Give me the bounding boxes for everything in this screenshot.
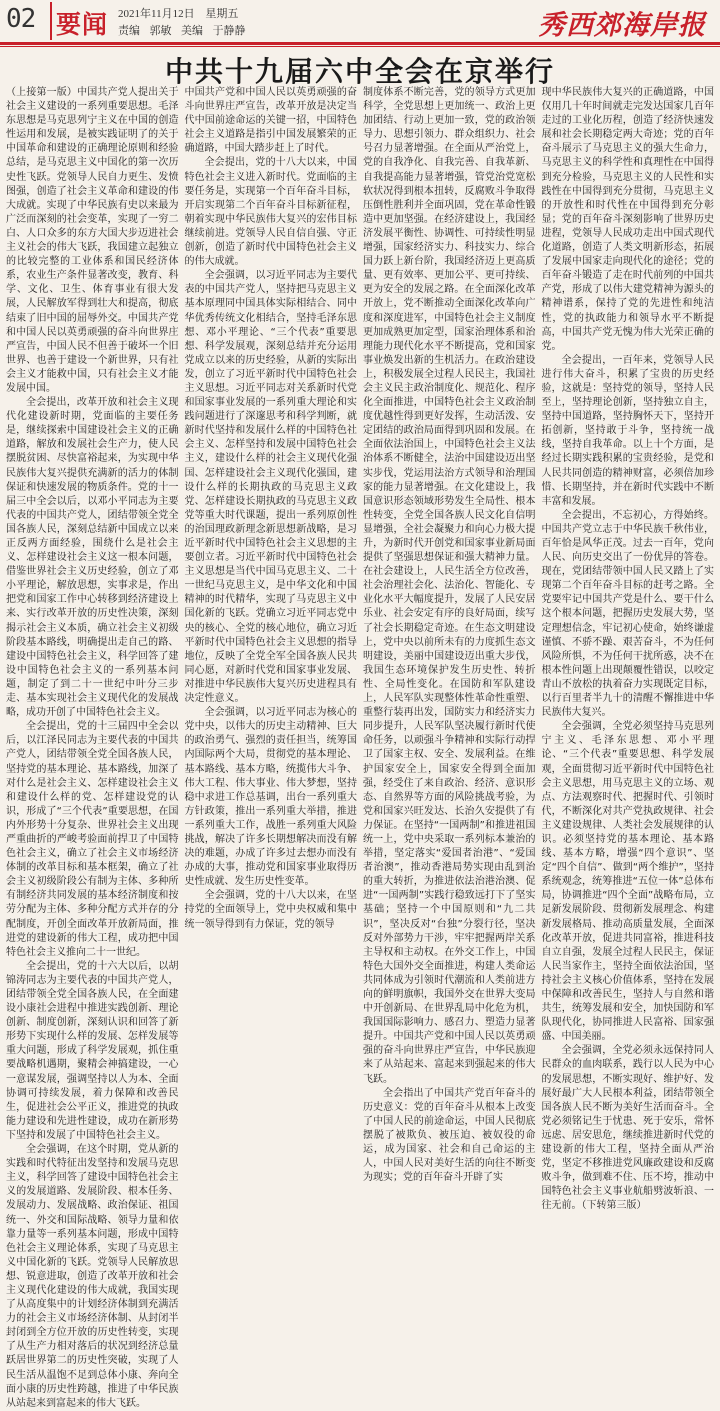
designer-label: 美编 bbox=[181, 24, 203, 37]
article-paragraph: 全会提出，党的十三届四中全会以后，以江泽民同志为主要代表的中国共产党人，团结带领全党全国各族人民，坚持党的基本理论、基本路线，加深了对什么是社会主义、怎样建设社会主义和建设什么样的党、怎样建设党的认识，形成了“三个代表”重要思想，在国内外形势十分复杂、世界社会主义出现严重曲折的严峻考验面前捍卫了中国特色社会主义，确立了社会主义市场经济体制的改革目标和基本框架，确立了社会主义初级阶段公有制为主体、多种所有制经济共同发展的基本经济制度和按劳分配为主体、多种分配方式并存的分配制度，开创全面改革开放新局面，推进党的建设新的伟大工程，成功把中国特色社会主义推向二十一世纪。 bbox=[6, 721, 179, 958]
masthead-rule bbox=[0, 42, 720, 45]
article-paragraph: 全会强调，全党必须坚持马克思列宁主义、毛泽东思想、邓小平理论、“三个代表”重要思想、科学发展观，全面贯彻习近平新时代中国特色社会主义思想，用马克思主义的立场、观点、方法观察时代、把握时代、引领时代，不断深化对共产党执政规律、社会主义建设规律、人类社会发展规律的认识。必须坚持党的基本理论、基本路线、基本方略，增强“四个意识”、坚定“四个自信”、做到“两个维护”，坚持系统观念，统筹推进“五位一体”总体布局，协调推进“四个全面”战略布局，立足新发展阶段、贯彻新发展理念、构建新发展格局、推动高质量发展，全面深化改革开放，促进共同富裕，推进科技自立自强，发展全过程人民民主，保证人民当家作主，坚持全面依法治国，坚持社会主义核心价值体系，坚持在发展中保障和改善民生，坚持人与自然和谐共生，统筹发展和安全，加快国防和军队现代化，协同推进人民富裕、国家强盛、中国美丽。 bbox=[541, 721, 714, 1043]
article-paragraph: 全会提出，改革开放和社会主义现代化建设新时期，党面临的主要任务是，继续探索中国建设社会主义的正确道路，解放和发展社会生产力，使人民摆脱贫困、尽快富裕起来，为实现中华民族伟大复兴提供充满新的活力的体制保证和快速发展的物质条件。党的十一届三中全会以后，以邓小平同志为主要代表的中国共产党人，团结带领全党全国各族人民，深刻总结新中国成立以来正反两方面经验，围绕什么是社会主义、怎样建设社会主义这一根本问题，借鉴世界社会主义历史经验，创立了邓小平理论，解放思想，实事求是，作出把党和国家工作中心转移到经济建设上来、实行改革开放的历史性决策，深刻揭示社会主义本质，确立社会主义初级阶段基本路线，明确提出走自己的路、建设中国特色社会主义，科学回答了建设中国特色社会主义的一系列基本问题，制定了到二十一世纪中叶分三步走、基本实现社会主义现代化的发展战略，成功开创了中国特色社会主义。 bbox=[6, 397, 179, 719]
page-number: 02 bbox=[6, 4, 36, 34]
article-paragraph: 全会强调，全党必须永远保持同人民群众的血肉联系，践行以人民为中心的发展思想，不断实现好、维护好、发展好最广大人民根本利益，团结带领全国各族人民不断为美好生活而奋斗。全党必须铭记生于忧患、死于安乐，常怀远虑、居安思危，继续推进新时代党的建设新的伟大工程，坚持全面从严治党，坚定不移推进党风廉政建设和反腐败斗争，做到难不住、压不垮，推动中国特色社会主义事业航船劈波斩浪、一往无前。（下转第三版） bbox=[541, 1045, 714, 1212]
article-paragraph: 全会强调，以习近平同志为核心的党中央，以伟大的历史主动精神、巨大的政治勇气、强烈的责任担当，统筹国内国际两个大局，贯彻党的基本理论、基本路线、基本方略，统揽伟大斗争、伟大工程、伟大事业、伟大梦想，坚持稳中求进工作总基调，出台一系列重大方针政策，推出一系列重大举措，推进一系列重大工作，战胜一系列重大风险挑战，解决了许多长期想解决而没有解决的难题，办成了许多过去想办而没有办成的大事，推动党和国家事业取得历史性成就、发生历史性变革。 bbox=[184, 707, 357, 888]
article-paragraph: 制度体系不断完善，党的领导方式更加科学，全党思想上更加统一、政治上更加团结、行动上更加一致，党的政治领导力、思想引领力、群众组织力、社会号召力显著增强。在全面从严治党上，党的自我净化、自我完善、自我革新、自我提高能力显著增强，管党治党宽松软状况得到根本扭转，反腐败斗争取得压倒性胜利并全面巩固，党在革命性锻造中更加坚强。在经济建设上，我国经济发展平衡性、协调性、可持续性明显增强，国家经济实力、科技实力、综合国力跃上新台阶，我国经济迈上更高质量、更有效率、更加公平、更可持续、更为安全的发展之路。在全面深化改革开放上，党不断推动全面深化改革向广度和深度进军，中国特色社会主义制度更加成熟更加定型，国家治理体系和治理能力现代化水平不断提高，党和国家事业焕发出新的生机活力。在政治建设上，积极发展全过程人民民主，我国社会主义民主政治制度化、规范化、程序化全面推进，中国特色社会主义政治制度优越性得到更好发挥，生动活泼、安定团结的政治局面得到巩固和发展。在全面依法治国上，中国特色社会主义法治体系不断健全，法治中国建设迈出坚实步伐，党运用法治方式领导和治理国家的能力显著增强。在文化建设上，我国意识形态领域形势发生全局性、根本性转变，全党全国各族人民文化自信明显增强，全社会凝聚力和向心力极大提升，为新时代开创党和国家事业新局面提供了坚强思想保证和强大精神力量。在社会建设上，人民生活全方位改善，社会治理社会化、法治化、智能化、专业化水平大幅度提升，发展了人民安居乐业、社会安定有序的良好局面，续写了社会长期稳定奇迹。在生态文明建设上，党中央以前所未有的力度抓生态文明建设，美丽中国建设迈出重大步伐，我国生态环境保护发生历史性、转折性、全局性变化。在国防和军队建设上，人民军队实现整体性革命性重塑、重整行装再出发，国防实力和经济实力同步提升，人民军队坚决履行新时代使命任务，以顽强斗争精神和实际行动捍卫了国家主权、安全、发展利益。在维护国家安全上，国家安全得到全面加强，经受住了来自政治、经济、意识形态、自然界等方面的风险挑战考验，为党和国家兴旺发达、长治久安提供了有力保证。在坚持“一国两制”和推进祖国统一上，党中央采取一系列标本兼治的举措，坚定落实“爱国者治港”、“爱国者治澳”，推动香港局势实现由乱到治的重大转折，为推进依法治港治澳、促进“一国两制”实践行稳致远打下了坚实基础；坚持一个中国原则和“九二共识”，坚决反对“台独”分裂行径，坚决反对外部势力干涉，牢牢把握两岸关系主导权和主动权。在外交工作上，中国特色大国外交全面推进，构建人类命运共同体成为引领时代潮流和人类前进方向的鲜明旗帜，我国外交在世界大变局中开创新局、在世界乱局中化危为机，我国国际影响力、感召力、塑造力显著提升。中国共产党和中国人民以英勇顽强的奋斗向世界庄严宣告，中华民族迎来了从站起来、富起来到强起来的伟大飞跃。 bbox=[363, 87, 536, 1085]
designer-name: 于静静 bbox=[212, 24, 246, 37]
issue-date: 2021年11月12日 bbox=[118, 8, 195, 20]
issue-weekday: 星期五 bbox=[205, 8, 239, 20]
article-paragraph: 全会强调，党的十八大以来，在坚持党的全面领导上，党中央权威和集中统一领导得到有力保证，党的领导 bbox=[184, 890, 357, 930]
article-headline: 中共十九届六中全会在京举行 bbox=[164, 55, 555, 88]
article-paragraph: 全会提出，党的十八大以来，中国特色社会主义进入新时代。党面临的主要任务是，实现第一个百年奋斗目标，开启实现第二个百年奋斗目标新征程，朝着实现中华民族伟大复兴的宏伟目标继续前进。党领导人民自信自强、守正创新，创造了新时代中国特色社会主义的伟大成就。 bbox=[184, 157, 357, 268]
article-paragraph: 全会提出，党的十六大以后，以胡锦涛同志为主要代表的中国共产党人，团结带领全党全国各族人民，在全面建设小康社会进程中推进实践创新、理论创新、制度创新，深刻认识和回答了新形势下实现什么样的发展、怎样发展等重大问题，形成了科学发展观，抓住重要战略机遇期，聚精会神搞建设，一心一意谋发展，强调坚持以人为本、全面协调可持续发展，着力保障和改善民生，促进社会公平正义，推进党的执政能力建设和先进性建设，成功在新形势下坚持和发展了中国特色社会主义。 bbox=[6, 960, 179, 1141]
newspaper-logo: 秀西郊海岸报 bbox=[538, 10, 706, 41]
masthead-rule-thin bbox=[0, 46, 720, 47]
article-paragraph: （上接第一版）中国共产党人提出关于社会主义建设的一系列重要思想。毛泽东思想是马克思列宁主义在中国的创造性运用和发展，是被实践证明了的关于中国革命和建设的正确理论原则和经验总结，是马克思主义中国化的第一次历史性飞跃。党领导人民自力更生、发愤图强，创造了社会主义革命和建设的伟大成就。实现了中华民族有史以来最为广泛而深刻的社会变革，实现了一穷二白、人口众多的东方大国大步迈进社会主义社会的伟大飞跃，我国建立起独立的比较完整的工业体系和国民经济体系，农业生产条件显著改变，教育、科学、文化、卫生、体育事业有很大发展，人民解放军得到壮大和提高，彻底结束了旧中国的屈辱外交。中国共产党和中国人民以英勇顽强的奋斗向世界庄严宣告，中国人民不但善于破坏一个旧世界、也善于建设一个新世界，只有社会主义才能救中国，只有社会主义才能发展中国。 bbox=[6, 87, 179, 394]
article-paragraph: 全会强调，以习近平同志为主要代表的中国共产党人，坚持把马克思主义基本原理同中国具体实际相结合、同中华优秀传统文化相结合，坚持毛泽东思想、邓小平理论、“三个代表”重要思想、科学发展观，深刻总结并充分运用党成立以来的历史经验，从新的实际出发，创立了习近平新时代中国特色社会主义思想。习近平同志对关系新时代党和国家事业发展的一系列重大理论和实践问题进行了深邃思考和科学判断，就新时代坚持和发展什么样的中国特色社会主义、怎样坚持和发展中国特色社会主义，建设什么样的社会主义现代化强国、怎样建设社会主义现代化强国，建设什么样的长期执政的马克思主义政党、怎样建设长期执政的马克思主义政党等重大时代课题，提出一系列原创性的治国理政新理念新思想新战略，是习近平新时代中国特色社会主义思想的主要创立者。习近平新时代中国特色社会主义思想是当代中国马克思主义、二十一世纪马克思主义，是中华文化和中国精神的时代精华，实现了马克思主义中国化新的飞跃。党确立习近平同志党中央的核心、全党的核心地位，确立习近平新时代中国特色社会主义思想的指导地位，反映了全党全军全国各族人民共同心愿，对新时代党和国家事业发展、对推进中华民族伟大复兴历史进程具有决定性意义。 bbox=[184, 270, 357, 705]
article-paragraph: 现中华民族伟大复兴的正确道路，中国仅用几十年时间就走完发达国家几百年走过的工业化历程，创造了经济快速发展和社会长期稳定两大奇迹；党的百年奋斗展示了马克思主义的强大生命力，马克思主义的科学性和真理性在中国得到充分检验，马克思主义的人民性和实践性在中国得到充分贯彻，马克思主义的开放性和时代性在中国得到充分彰显；党的百年奋斗深刻影响了世界历史进程，党领导人民成功走出中国式现代化道路，创造了人类文明新形态，拓展了发展中国家走向现代化的途径；党的百年奋斗锻造了走在时代前列的中国共产党，形成了以伟大建党精神为源头的精神谱系，保持了党的先进性和纯洁性，党的执政能力和领导水平不断提高，中国共产党无愧为伟大光荣正确的党。 bbox=[541, 87, 714, 352]
editor-label: 责编 bbox=[118, 24, 140, 37]
section-name: 要闻 bbox=[56, 10, 109, 39]
article-body bbox=[6, 86, 714, 1409]
article-paragraph: 全会提出，不忘初心，方得始终。中国共产党立志于中华民族千秋伟业，百年恰是风华正茂。过去一百年，党向人民、向历史交出了一份优异的答卷。现在，党团结带领中国人民又踏上了实现第二个百年奋斗目标的赶考之路。全党要牢记中国共产党是什么、要干什么这个根本问题，把握历史发展大势，坚定理想信念，牢记初心使命，始终谦虚谨慎、不骄不躁、艰苦奋斗，不为任何风险所惧，不为任何干扰所惑，决不在根本性问题上出现颠覆性错误，以咬定青山不放松的执着奋力实现既定目标，以行百里者半九十的清醒不懈推进中华民族伟大复兴。 bbox=[541, 509, 714, 719]
article-column-3 bbox=[363, 86, 536, 1184]
article-paragraph: 全会强调，在这个时期，党从新的实践和时代特征出发坚持和发展马克思主义，科学回答了建设中国特色社会主义的发展道路、发展阶段、根本任务、发展动力、发展战略、政治保证、祖国统一、外交和国际战略、领导力量和依靠力量等一系列基本问题，形成中国特色社会主义理论体系，实现了马克思主义中国化新的飞跃。党领导人民解放思想、锐意进取，创造了改革开放和社会主义现代化建设的伟大成就，我国实现了从高度集中的计划经济体制到充满活力的社会主义市场经济体制、从封闭半封闭到全方位开放的历史性转变，实现了从生产力相对落后的状况到经济总量跃居世界第二的历史性突破，实现了人民生活从温饱不足到总体小康、奔向全面小康的历史性跨越，推进了中华民族从站起来到富起来的伟大飞跃。 bbox=[6, 1144, 179, 1409]
article-column-1 bbox=[6, 86, 179, 1409]
article-paragraph: 全会指出了中国共产党百年奋斗的历史意义：党的百年奋斗从根本上改变了中国人民的前途命运，中国人民彻底摆脱了被欺负、被压迫、被奴役的命运，成为国家、社会和自己命运的主人，中国人民对美好生活的向往不断变为现实；党的百年奋斗开辟了实 bbox=[363, 1087, 536, 1184]
article-column-4 bbox=[541, 86, 715, 1212]
editor-line bbox=[118, 22, 252, 38]
article-paragraph: 中国共产党和中国人民以英勇顽强的奋斗向世界庄严宣告，改革开放是决定当代中国前途命运的关键一招，中国特色社会主义道路是指引中国发展繁荣的正确道路，中国大踏步赶上了时代。 bbox=[184, 87, 357, 155]
masthead bbox=[0, 0, 720, 42]
article-column-2 bbox=[185, 86, 358, 1090]
article-paragraph: 全会提出，一百年来，党领导人民进行伟大奋斗，积累了宝贵的历史经验，这就是：坚持党的领导，坚持人民至上，坚持理论创新，坚持独立自主，坚持中国道路，坚持胸怀天下，坚持开拓创新，坚持敢于斗争，坚持统一战线，坚持自我革命。以上十个方面，是经过长期实践积累的宝贵经验，是党和人民共同创造的精神财富，必须倍加珍惜、长期坚持，并在新时代实践中不断丰富和发展。 bbox=[541, 354, 714, 507]
section-box bbox=[50, 2, 110, 40]
issue-date-line bbox=[118, 5, 246, 21]
editor-name: 郭敏 bbox=[149, 24, 172, 37]
